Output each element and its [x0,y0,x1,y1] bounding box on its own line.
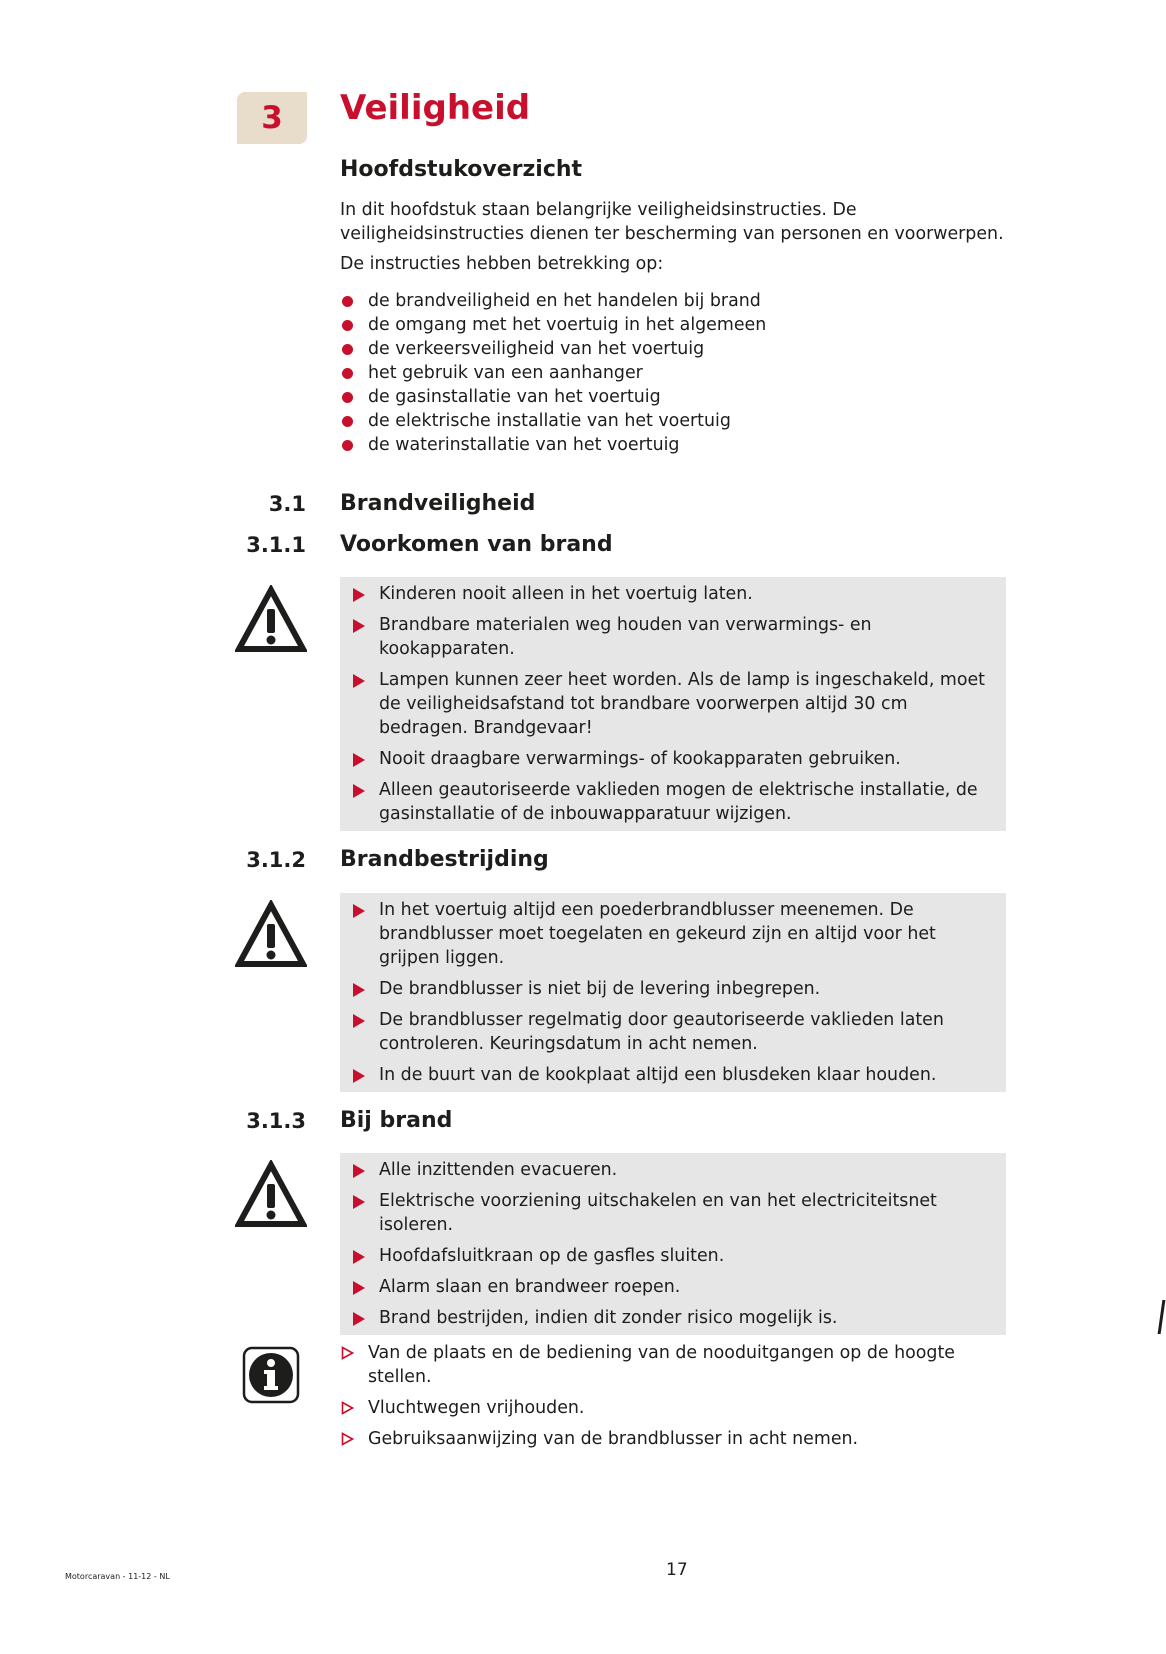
warning-box-fire-fighting [340,893,1006,1092]
warning-box-fire-prevention [340,577,1006,831]
list-item: Kinderen nooit alleen in het voertuig laten. [340,582,998,606]
arrow-right-icon [353,619,365,633]
list-item: Alarm slaan en brandweer roepen. [340,1275,998,1299]
warning-icon [235,1160,307,1230]
list-item: de brandveiligheid en het handelen bij brand [340,289,1020,313]
info-list [340,1341,1020,1458]
chapter-title: Veiligheid [340,88,531,128]
subsection-title: Voorkomen van brand [340,532,613,557]
section-title: Brandveiligheid [340,491,536,516]
list-item: Vluchtwegen vrijhouden. [340,1396,1020,1420]
list-item: Hoofdafsluitkraan op de gasfles sluiten. [340,1244,998,1268]
footer-doc-code: Motorcaravan - 11-12 - NL [65,1572,170,1581]
list-item: Gebruiksaanwijzing van de brandblusser in acht nemen. [340,1427,1020,1451]
arrow-right-icon [353,983,365,997]
bullet-dot-icon [342,368,353,379]
list-item: In de buurt van de kookplaat altijd een blusdeken klaar houden. [340,1063,998,1087]
list-item: Alleen geautoriseerde vaklieden mogen de elektrische installatie, de gasinstallatie of de inbouwapparatuur wijzigen. [340,778,998,826]
bullet-dot-icon [342,392,353,403]
arrow-right-icon [353,784,365,798]
overview-heading: Hoofdstukoverzicht [340,157,583,182]
list-item: de elektrische installatie van het voertuig [340,409,1020,433]
list-item: De brandblusser regelmatig door geautoriseerde vaklieden laten controleren. Keuringsdatum in acht nemen. [340,1008,998,1056]
info-icon [242,1346,300,1404]
arrow-outline-icon [341,1401,354,1415]
list-item: de gasinstallatie van het voertuig [340,385,1020,409]
bullet-dot-icon [342,416,353,427]
bullet-dot-icon [342,440,353,451]
arrow-right-icon [353,588,365,602]
arrow-right-icon [353,1069,365,1083]
list-item: Alle inzittenden evacueren. [340,1158,998,1182]
arrow-right-icon [353,674,365,688]
bullet-dot-icon [342,344,353,355]
warning-box-in-case-of-fire [340,1153,1006,1335]
section-number: 3.1 [268,492,306,516]
arrow-right-icon [353,1195,365,1209]
warning-icon [235,585,307,655]
bullet-dot-icon [342,296,353,307]
arrow-right-icon [353,1281,365,1295]
list-item: Nooit draagbare verwarmings- of kookapparaten gebruiken. [340,747,998,771]
subsection-number: 3.1.3 [246,1109,306,1133]
subsection-number: 3.1.2 [246,848,306,872]
list-item: Lampen kunnen zeer heet worden. Als de lamp is ingeschakeld, moet de veiligheidsafstand tot brandbare voorwerpen altijd 30 cm bedragen. Brandgevaar! [340,668,998,740]
list-item: Brandbare materialen weg houden van verwarmings- en kookapparaten. [340,613,998,661]
page-edge-mark [1158,1300,1166,1334]
subsection-title: Brandbestrijding [340,847,549,872]
arrow-outline-icon [341,1432,354,1446]
chapter-number-badge [237,92,307,144]
chapter-number: 3 [261,100,283,136]
page-number: 17 [666,1560,688,1580]
warning-icon [235,900,307,970]
overview-intro: In dit hoofdstuk staan belangrijke veiligheidsinstructies. De veiligheidsinstructies dienen ter bescherming van personen en voorwerpen. [340,200,1004,244]
arrow-right-icon [353,1312,365,1326]
list-item: Elektrische voorziening uitschakelen en van het electriciteitsnet isoleren. [340,1189,998,1237]
list-item: Brand bestrijden, indien dit zonder risico mogelijk is. [340,1306,998,1330]
arrow-right-icon [353,904,365,918]
overview-topic-list [340,289,1020,457]
bullet-dot-icon [342,320,353,331]
arrow-right-icon [353,1250,365,1264]
list-item: de omgang met het voertuig in het algemeen [340,313,1020,337]
arrow-right-icon [353,1014,365,1028]
list-item: de verkeersveiligheid van het voertuig [340,337,1020,361]
list-item: het gebruik van een aanhanger [340,361,1020,385]
list-item: de waterinstallatie van het voertuig [340,433,1020,457]
arrow-outline-icon [341,1346,354,1360]
overview-lead: De instructies hebben betrekking op: [340,254,664,274]
subsection-number: 3.1.1 [246,533,306,557]
subsection-title: Bij brand [340,1108,453,1133]
list-item: In het voertuig altijd een poederbrandblusser meenemen. De brandblusser moet toegelaten en gekeurd zijn en altijd voor het grijpen liggen. [340,898,998,970]
arrow-right-icon [353,1164,365,1178]
arrow-right-icon [353,753,365,767]
list-item: Van de plaats en de bediening van de nooduitgangen op de hoogte stellen. [340,1341,1020,1389]
list-item: De brandblusser is niet bij de levering inbegrepen. [340,977,998,1001]
